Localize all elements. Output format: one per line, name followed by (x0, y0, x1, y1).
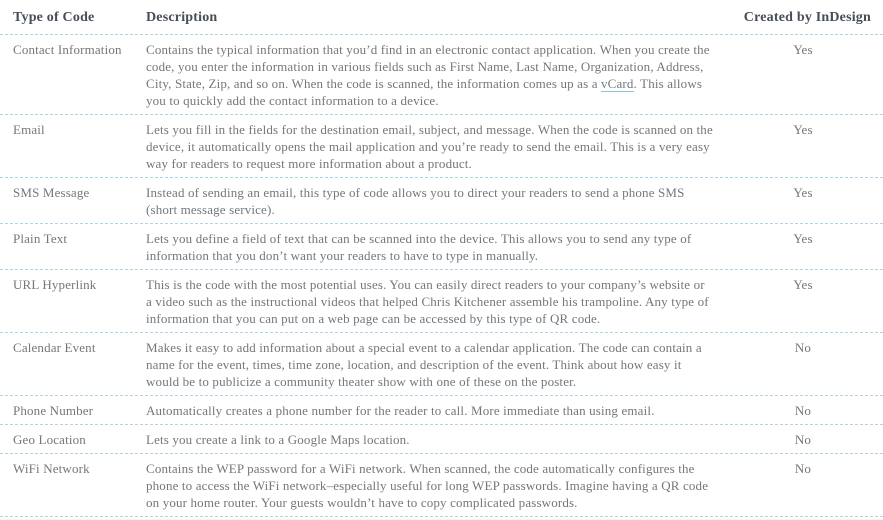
type-cell: Email (13, 122, 45, 137)
created-by-indesign-cell: No (794, 403, 812, 418)
table-row-url-hyperlink (0, 270, 883, 333)
table-row-sms-message (0, 178, 883, 224)
created-by-indesign-cell: Yes (793, 42, 813, 57)
created-by-indesign-cell: Yes (793, 122, 813, 137)
created-by-indesign-cell: No (794, 461, 812, 476)
column-header-description: Description (146, 10, 218, 25)
column-header-type-of-code: Type of Code (13, 10, 95, 25)
vcard-link[interactable]: vCard (601, 76, 634, 91)
table-header-row (0, 0, 883, 35)
created-by-indesign-cell: No (794, 340, 812, 355)
type-cell: Contact Information (13, 42, 122, 57)
table-row-plain-text (0, 224, 883, 270)
type-cell: Geo Location (13, 432, 86, 447)
description-cell (146, 35, 723, 114)
column-header-created-by-indesign: Created by InDesign (743, 10, 871, 25)
type-cell: Phone Number (13, 403, 94, 418)
table-row-geo-location (0, 425, 883, 454)
description-text: . This allows you to quickly add the contact information to a device. (146, 76, 703, 108)
table-row-contact-information (0, 35, 883, 115)
created-by-indesign-cell: Yes (793, 185, 813, 200)
description-cell: This is the code with the most potential uses. You can easily direct readers to your company’s website or a video such as the instructional videos that helped Chris Kitchener assemble his trampoline. Any type of information that you can put on a web page can be accessed by this type of QR code. (146, 277, 709, 326)
type-cell: WiFi Network (13, 461, 90, 476)
description-cell: Lets you fill in the fields for the destination email, subject, and message. When the code is scanned on the device, it automatically opens the mail application and you’re ready to send the email. This is a very easy way for readers to request more information about a product. (146, 122, 713, 171)
description-cell: Lets you define a field of text that can be scanned into the device. This allows you to send any type of information that you don’t want your readers to have to type in manually. (146, 231, 692, 263)
table-row-email (0, 115, 883, 178)
table-row-wifi-network (0, 454, 883, 517)
description-cell: Contains the WEP password for a WiFi network. When scanned, the code automatically configures the phone to access the WiFi network–especially useful for long WEP passwords. Imagine having a QR code on your home router. Your guests wouldn’t have to copy complicated passwords. (146, 461, 709, 510)
description-cell: Makes it easy to add information about a special event to a calendar application. The code can contain a name for the event, times, time zone, location, and description of the event. Think about how easy it would be to publicize a community theater show with one of these on the poster. (146, 340, 702, 389)
created-by-indesign-cell: No (794, 432, 812, 447)
description-text: Contains the typical information that you’d find in an electronic contact application. When you create the code, you enter the information in various fields such as First Name, Last Name, Organization, Address, City, State, Zip, and so on. When the code is scanned, the information comes up as a (146, 42, 710, 91)
description-cell: Automatically creates a phone number for the reader to call. More immediate than using email. (146, 403, 655, 418)
type-cell: Plain Text (13, 231, 68, 246)
type-cell: URL Hyperlink (13, 277, 97, 292)
table-row-phone-number (0, 396, 883, 425)
created-by-indesign-cell: Yes (793, 231, 813, 246)
description-cell: Lets you create a link to a Google Maps location. (146, 432, 410, 447)
description-cell: Instead of sending an email, this type of code allows you to direct your readers to send a phone SMS (short message service). (146, 185, 685, 217)
table-row-calendar-event (0, 333, 883, 396)
type-cell: Calendar Event (13, 340, 96, 355)
created-by-indesign-cell: Yes (793, 277, 813, 292)
type-cell: SMS Message (13, 185, 90, 200)
